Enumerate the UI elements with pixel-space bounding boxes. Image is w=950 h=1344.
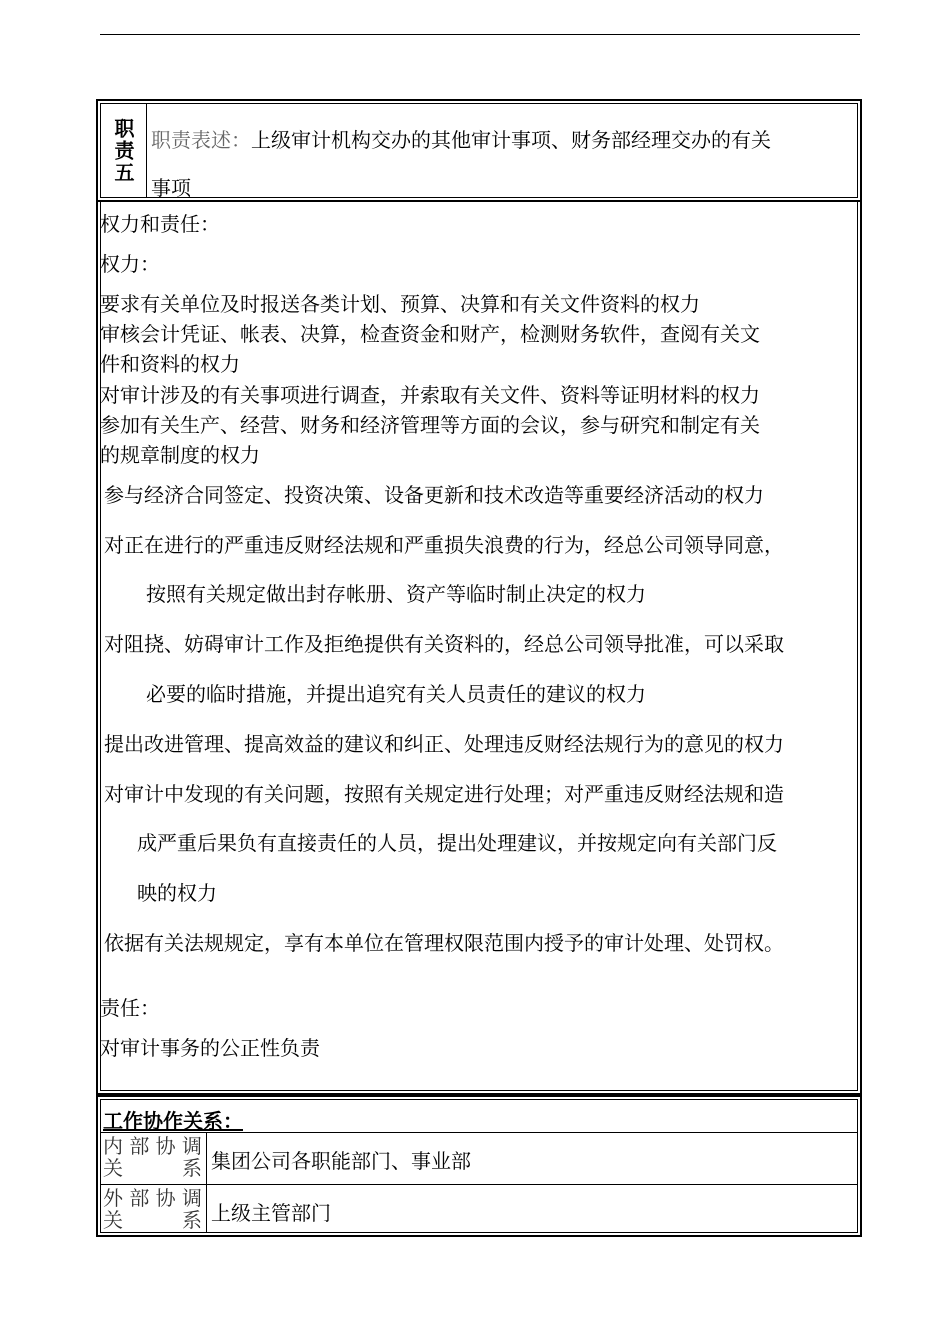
duty-desc-line1: 上级审计机构交办的其他审计事项、财务部经理交办的有关 (251, 128, 771, 152)
collab-value: 上级主管部门 (211, 1201, 331, 1225)
power-line: 对审计涉及的有关事项进行调查，并索取有关文件、资料等证明材料的权力 (100, 383, 760, 407)
power-line: 要求有关单位及时报送各类计划、预算、决算和有关文件资料的权力 (100, 292, 700, 316)
power-line: 映的权力 (137, 881, 217, 905)
duty-label-cell (101, 104, 147, 197)
power-line: 对正在进行的严重违反财经法规和严重损失浪费的行为，经总公司领导同意， (104, 533, 784, 557)
duty-label: 职责五 (111, 117, 135, 184)
collaboration-table (96, 1095, 862, 1237)
duty-five-box (96, 99, 862, 202)
collab-key: 内部协调关系 (101, 1133, 207, 1185)
duty-description (151, 116, 853, 212)
powers-title: 权力： (100, 252, 160, 276)
power-line: 参与经济合同签定、投资决策、设备更新和技术改造等重要经济活动的权力 (104, 483, 764, 507)
power-line: 审核会计凭证、帐表、决算，检查资金和财产，检测财务软件，查阅有关文 (100, 322, 760, 346)
collab-value: 集团公司各职能部门、事业部 (211, 1149, 471, 1173)
power-line: 件和资料的权力 (100, 352, 240, 376)
power-line: 提出改进管理、提高效益的建议和纠正、处理违反财经法规行为的意见的权力 (104, 732, 784, 756)
power-line: 依据有关法规规定，享有本单位在管理权限范围内授予的审计处理、处罚权。 (104, 931, 784, 955)
responsibility-title: 责任： (100, 996, 160, 1020)
table-row (101, 1132, 857, 1185)
duty-desc-line2: 事项 (151, 176, 191, 200)
table-row (101, 1184, 857, 1232)
power-line: 成严重后果负有直接责任的人员，提出处理建议，并按规定向有关部门反 (137, 831, 777, 855)
power-line: 的规章制度的权力 (100, 443, 260, 467)
power-line: 参加有关生产、经营、财务和经济管理等方面的会议，参与研究和制定有关 (100, 413, 760, 437)
header-rule (100, 34, 860, 35)
power-section-title: 权力和责任： (100, 212, 220, 236)
collab-key: 外部协调关系 (101, 1185, 207, 1232)
power-line: 对审计中发现的有关问题，按照有关规定进行处理；对严重违反财经法规和造 (104, 782, 784, 806)
duty-desc-label: 职责表述： (151, 128, 251, 152)
responsibility-line: 对审计事务的公正性负责 (100, 1036, 320, 1060)
power-line: 按照有关规定做出封存帐册、资产等临时制止决定的权力 (146, 582, 646, 606)
power-line: 必要的临时措施，并提出追究有关人员责任的建议的权力 (146, 682, 646, 706)
collab-title: 工作协作关系： (103, 1109, 243, 1133)
power-line: 对阻挠、妨碍审计工作及拒绝提供有关资料的，经总公司领导批准，可以采取 (104, 632, 784, 656)
